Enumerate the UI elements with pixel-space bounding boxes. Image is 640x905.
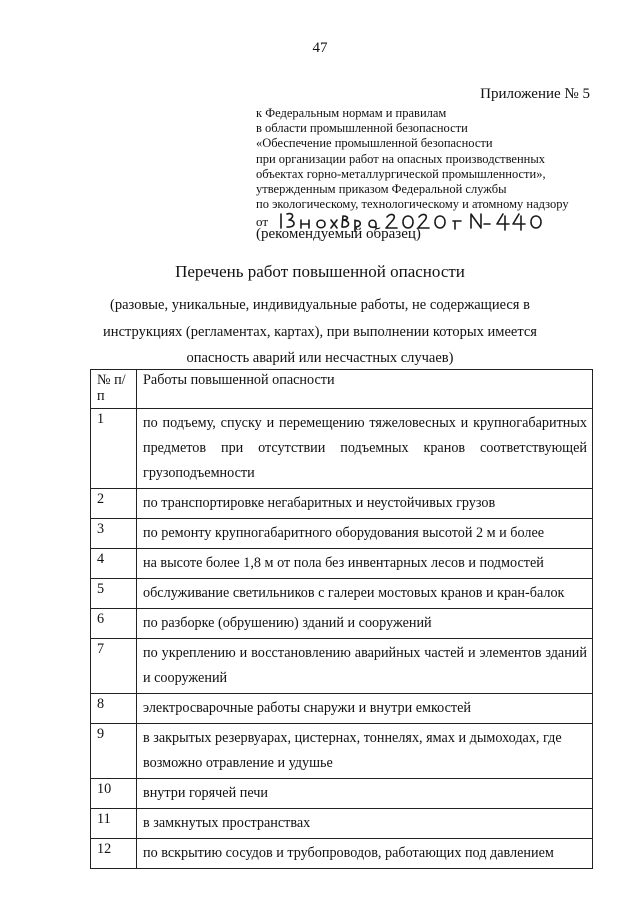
- table-row: [91, 839, 593, 869]
- table-header-row: [91, 370, 593, 409]
- header-work: Работы повышенной опасности: [137, 370, 593, 409]
- row-number: 5: [91, 579, 137, 609]
- row-work: внутри горячей печи: [137, 779, 593, 809]
- row-number: 9: [91, 724, 137, 779]
- row-work: по укреплению и восстановлению аварийных частей и элементов зданий и сооружений: [137, 639, 593, 694]
- row-number: 6: [91, 609, 137, 639]
- appendix-title: Приложение № 5: [480, 86, 590, 102]
- document-title: Перечень работ повышенной опасности: [175, 262, 465, 281]
- row-number: 1: [91, 409, 137, 489]
- table-row: [91, 639, 593, 694]
- table-row: [91, 489, 593, 519]
- appendix-line: при организации работ на опасных производственных: [256, 151, 545, 166]
- row-number: 2: [91, 489, 137, 519]
- row-work: обслуживание светильников с галереи мостовых кранов и кран-балок: [137, 579, 593, 609]
- row-number: 10: [91, 779, 137, 809]
- row-number: 12: [91, 839, 137, 869]
- table-row: [91, 519, 593, 549]
- table-row: [91, 694, 593, 724]
- row-work: электросварочные работы снаружи и внутри емкостей: [137, 694, 593, 724]
- table-row: [91, 779, 593, 809]
- appendix-line: утвержденным приказом Федеральной службы: [256, 182, 507, 197]
- row-number: 3: [91, 519, 137, 549]
- appendix-reference: [256, 106, 616, 212]
- header-number: № п/п: [91, 370, 137, 409]
- table-row: [91, 549, 593, 579]
- row-work: на высоте более 1,8 м от пола без инвентарных лесов и подмостей: [137, 549, 593, 579]
- row-work: по транспортировке негабаритных и неустойчивых грузов: [137, 489, 593, 519]
- document-subtitle: [80, 292, 560, 372]
- table-row: [91, 809, 593, 839]
- table-row: [91, 609, 593, 639]
- appendix-line: по экологическому, технологическому и атомному надзору: [256, 197, 569, 212]
- appendix-line: в области промышленной безопасности: [256, 121, 468, 136]
- hazardous-works-table: [90, 369, 593, 869]
- row-number: 11: [91, 809, 137, 839]
- table-row: [91, 724, 593, 779]
- row-work: по вскрытию сосудов и трубопроводов, работающих под давлением: [137, 839, 593, 869]
- row-work: по подъему, спуску и перемещению тяжеловесных и крупногабаритных предметов при отсутствии подъемных кранов соответствующей грузоподъемности: [137, 409, 593, 489]
- subtitle-line: опасность аварий или несчастных случаев): [186, 350, 454, 366]
- row-work: в закрытых резервуарах, цистернах, тоннелях, ямах и дымоходах, где возможно отравление и удушье: [137, 724, 593, 779]
- recommended-sample-note: (рекомендуемый образец): [256, 226, 421, 242]
- appendix-line: «Обеспечение промышленной безопасности: [256, 136, 493, 151]
- table-row: [91, 579, 593, 609]
- date-prefix: от: [256, 214, 269, 229]
- row-number: 8: [91, 694, 137, 724]
- appendix-line: объектах горно-металлургической промышленности»,: [256, 166, 546, 181]
- row-work: по разборке (обрушению) зданий и сооружений: [137, 609, 593, 639]
- table-row: [91, 409, 593, 489]
- page-number: 47: [312, 40, 328, 56]
- row-work: в замкнутых пространствах: [137, 809, 593, 839]
- row-work: по ремонту крупногабаритного оборудования высотой 2 м и более: [137, 519, 593, 549]
- appendix-line: к Федеральным нормам и правилам: [256, 106, 447, 120]
- subtitle-line: инструкциях (регламентах, картах), при выполнении которых имеется: [103, 323, 537, 340]
- subtitle-line: (разовые, уникальные, индивидуальные работы, не содержащиеся в: [110, 297, 530, 313]
- row-number: 4: [91, 549, 137, 579]
- row-number: 7: [91, 639, 137, 694]
